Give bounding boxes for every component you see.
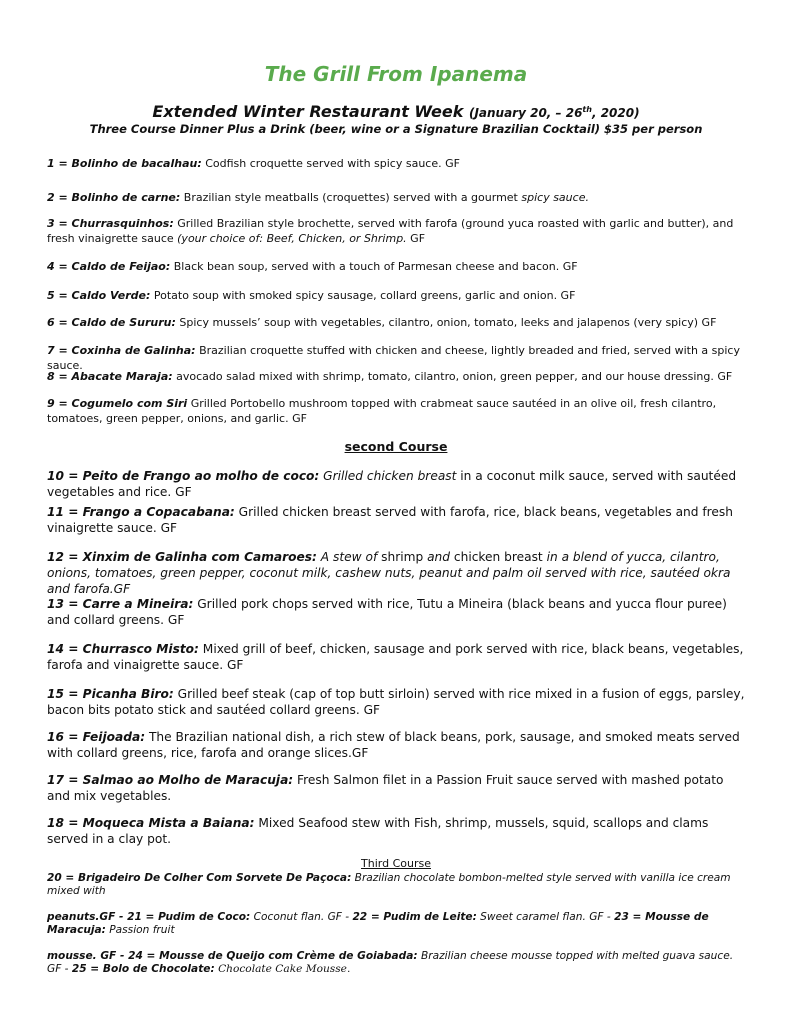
- item-name: 12 = Xinxim de Galinha com Camaroes:: [47, 550, 317, 564]
- item-description-italic: in a blend of yucca, cilantro, onions, tomatoes, green pepper, coconut milk, cashew nuts, peanut and palm oil served with rice, sautéed okra and farofa.GF: [47, 550, 731, 596]
- dessert-name: 20 = Brigadeiro De Colher Com Sorvete De Paçoca:: [47, 872, 352, 884]
- dessert-paragraph-1: [47, 872, 747, 898]
- menu-item-11: [47, 504, 747, 536]
- item-name: 10 = Peito de Frango ao molho de coco:: [47, 469, 320, 483]
- menu-item-14: [47, 641, 747, 673]
- dessert-description: Sweet caramel flan. GF -: [476, 911, 615, 923]
- dates-start: (January 20, – 26: [468, 106, 583, 120]
- dessert-text: mousse. GF -: [47, 950, 129, 962]
- dessert-name: 23 = Mousse de Maracuja:: [47, 911, 709, 936]
- dates-suffix: th: [582, 105, 592, 114]
- menu-item-5: [47, 288, 747, 303]
- item-description-end: GF: [406, 232, 426, 245]
- item-description: Mixed grill of beef, chicken, sausage and pork served with rice, black beans, vegetables, farofa and vinaigrette sauce. GF: [47, 642, 744, 672]
- menu-item-10: [47, 468, 747, 500]
- item-name: 17 = Salmao ao Molho de Maracuja:: [47, 773, 294, 787]
- event-dates: [469, 106, 640, 120]
- dessert-name: 22 = Pudim de Leite:: [352, 911, 477, 923]
- menu-item-12: [47, 549, 747, 597]
- item-description-italic: A stew of: [316, 550, 378, 564]
- item-name: 8 = Abacate Maraja:: [47, 370, 173, 383]
- item-description: in a coconut milk sauce, served with sautéed vegetables and rice. GF: [47, 469, 737, 499]
- item-description: shrimp: [377, 550, 428, 564]
- item-name: 2 = Bolinho de carne:: [47, 191, 181, 204]
- item-description: Fresh Salmon filet in a Passion Fruit sauce served with mashed potato and mix vegetables.: [47, 773, 724, 803]
- item-description: Codfish croquette served with spicy sauce. GF: [201, 157, 460, 170]
- item-name: 18 = Moqueca Mista a Baiana:: [47, 816, 255, 830]
- item-name: 9 = Cogumelo com Siri: [47, 397, 188, 410]
- dessert-name: 24 = Mousse de Queijo com Crème de Goiabada:: [128, 950, 418, 962]
- item-name: 4 = Caldo de Feijao:: [47, 260, 171, 273]
- menu-item-1: [47, 156, 747, 171]
- menu-item-3: [47, 216, 747, 246]
- item-name: 5 = Caldo Verde:: [47, 289, 151, 302]
- event-name: Extended Winter Restaurant Week: [152, 102, 464, 121]
- third-course-heading: Third Course: [361, 857, 431, 870]
- restaurant-name: The Grill From Ipanema: [264, 62, 528, 86]
- item-description: chicken breast: [450, 550, 547, 564]
- dessert-paragraph-3: [47, 950, 747, 976]
- menu-item-18: [47, 815, 747, 847]
- menu-item-9: [47, 396, 747, 426]
- item-description-italic: spicy sauce.: [521, 191, 589, 204]
- dessert-description: Brazilian chocolate bombon-melted style served with vanilla ice cream mixed with: [47, 872, 731, 897]
- menu-item-8: [47, 369, 747, 384]
- item-name: 6 = Caldo de Sururu:: [47, 316, 176, 329]
- item-description: Grilled beef steak (cap of top butt sirloin) served with rice mixed in a fusion of eggs, parsley, bacon bits potato stick and sautéed collard greens. GF: [47, 687, 745, 717]
- item-name: 7 = Coxinha de Galinha:: [47, 344, 196, 357]
- item-description: Brazilian croquette stuffed with chicken and cheese, lightly breaded and fried, served with a spicy sauce.: [47, 344, 740, 372]
- item-description: Grilled chicken breast served with farofa, rice, black beans, vegetables and fresh vinaigrette sauce. GF: [47, 505, 733, 535]
- menu-item-13: [47, 596, 747, 628]
- item-name: 16 = Feijoada:: [47, 730, 146, 744]
- dessert-name: 21 = Pudim de Coco:: [127, 911, 251, 923]
- item-name: 3 = Churrasquinhos:: [47, 217, 174, 230]
- item-description: Spicy mussels’ soup with vegetables, cilantro, onion, tomato, leeks and jalapenos (very spicy) GF: [175, 316, 717, 329]
- dates-end: , 2020): [591, 106, 640, 120]
- item-name: 15 = Picanha Biro:: [47, 687, 174, 701]
- item-name: 1 = Bolinho de bacalhau:: [47, 157, 202, 170]
- item-description-italic: (your choice of: Beef, Chicken, or Shrimp.: [177, 232, 407, 245]
- event-title: [0, 102, 792, 121]
- menu-item-2: [47, 190, 747, 205]
- dessert-name: 25 = Bolo de Chocolate:: [71, 963, 215, 975]
- menu-item-15: [47, 686, 747, 718]
- item-description: avocado salad mixed with shrimp, tomato, cilantro, onion, green pepper, and our house dressing. GF: [172, 370, 733, 383]
- item-description: Brazilian style meatballs (croquettes) served with a gourmet: [180, 191, 522, 204]
- item-description-italic: Grilled chicken breast: [319, 469, 457, 483]
- dessert-paragraph-2: [47, 911, 747, 937]
- dessert-description: Chocolate Cake Mousse.: [214, 963, 351, 975]
- item-description: Grilled Portobello mushroom topped with crabmeat sauce sautéed in an olive oil, fresh cilantro, tomatoes, green pepper, onions, and garlic. GF: [47, 397, 717, 425]
- dessert-text: peanuts.GF -: [47, 911, 128, 923]
- item-name: 14 = Churrasco Misto:: [47, 642, 199, 656]
- item-description: Black bean soup, served with a touch of Parmesan cheese and bacon. GF: [170, 260, 578, 273]
- second-course-heading: second Course: [344, 439, 448, 454]
- item-description-italic: and: [427, 550, 451, 564]
- item-name: 13 = Carre a Mineira:: [47, 597, 194, 611]
- item-description: The Brazilian national dish, a rich stew of black beans, pork, sausage, and smoked meats served with collard greens, rice, farofa and orange slices.GF: [47, 730, 740, 760]
- event-subtitle: Three Course Dinner Plus a Drink (beer, wine or a Signature Brazilian Cocktail) $35 per person: [89, 122, 703, 136]
- item-description: Potato soup with smoked spicy sausage, collard greens, garlic and onion. GF: [150, 289, 576, 302]
- menu-item-6: [47, 315, 747, 330]
- item-description: Grilled Brazilian style brochette, served with farofa (ground yuca roasted with garlic and butter), and fresh vinaigrette sauce: [47, 217, 734, 245]
- menu-item-17: [47, 772, 747, 804]
- item-name: 11 = Frango a Copacabana:: [47, 505, 235, 519]
- item-description: Grilled pork chops served with rice, Tutu a Mineira (black beans and yucca flour puree) and collard greens. GF: [47, 597, 727, 627]
- dessert-description: Coconut flan. GF -: [250, 911, 353, 923]
- dessert-description: Passion fruit: [105, 924, 175, 936]
- dessert-description: Brazilian cheese mousse topped with melted guava sauce. GF -: [47, 950, 734, 975]
- menu-item-4: [47, 259, 747, 274]
- menu-item-16: [47, 729, 747, 761]
- item-description: Mixed Seafood stew with Fish, shrimp, mussels, squid, scallops and clams served in a clay pot.: [47, 816, 709, 846]
